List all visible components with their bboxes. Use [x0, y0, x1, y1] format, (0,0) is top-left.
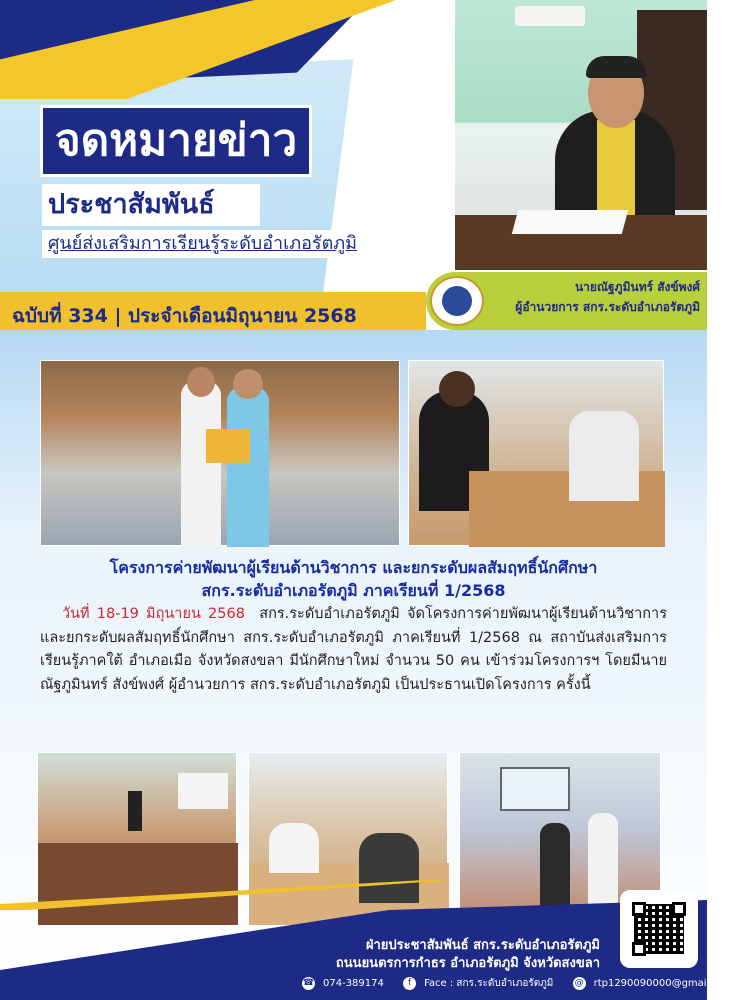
article-headline — [20, 556, 687, 602]
photo-students-working — [408, 360, 664, 546]
newsletter-title-box — [40, 105, 312, 177]
contact-facebook[interactable]: Face : สกร.ระดับอำเภอรัตภูมิ — [424, 978, 554, 989]
photo-students-writing — [248, 752, 448, 924]
contact-phone: 074-389174 — [323, 978, 384, 989]
director-name: นายณัฐภูมินทร์ สังข์พงศ์ — [574, 280, 700, 294]
director-photo — [455, 0, 707, 270]
contact-email[interactable]: rtp1290090000@gmail.com — [593, 978, 734, 989]
article-text: สกร.ระดับอำเภอรัตภูมิ จัดโครงการค่ายพัฒนาผู้เรียนด้านวิชาการ และยกระดับผลสัมฤทธิ์นักศึกษา สกร.ระดับอำเภอรัตภูมิ ภาคเรียนที่ 1/2568 ณ สถาบันส่งเสริมการเรียนรู้ภาคใต้ อำเภอเมือ จังหวัดสงขลา มีนักศึกษาใหม่ จำนวน 50 คน เข้าร่วมโครงการฯ โดยมีนายณัฐภูมินทร์ สังข์พงศ์ ผู้อำนวยการ สกร.ระดับอำเภอรัตภูมิ เป็นประธานเปิดโครงการ ครั้งนี้ — [40, 606, 667, 693]
issue-info: ฉบับที่ 334 | ประจำเดือนมิถุนายน 2568 — [0, 292, 426, 340]
photo-director-with-student — [40, 360, 400, 546]
newsletter-subtitle: ประชาสัมพันธ์ — [42, 184, 260, 226]
organization-name: ศูนย์ส่งเสริมการเรียนรู้ระดับอำเภอรัตภูมิ — [42, 230, 452, 258]
article-date: วันที่ 18-19 มิถุนายน 2568 — [62, 606, 245, 622]
director-title: ผู้อำนวยการ สกร.ระดับอำเภอรัตภูมิ — [515, 300, 700, 314]
newsletter-title: จดหมายข่าว — [54, 115, 298, 166]
article-body — [40, 603, 667, 697]
phone-icon: ☎ — [302, 977, 315, 988]
qr-code-icon[interactable] — [620, 890, 698, 968]
footer-department: ฝ่ายประชาสัมพันธ์ สกร.ระดับอำเภอรัตภูมิ — [365, 938, 600, 953]
footer-contacts — [302, 976, 734, 991]
headline-line-2: สกร.ระดับอำเภอรัตภูมิ ภาคเรียนที่ 1/2568 — [201, 581, 506, 600]
footer-address: ถนนยนตรการกำธร อำเภอรัตภูมิ จังหวัดสงขลา — [335, 956, 600, 971]
headline-line-1: โครงการค่ายพัฒนาผู้เรียนด้านวิชาการ และยกระดับผลสัมฤทธิ์นักศึกษา — [109, 558, 598, 577]
email-icon: @ — [574, 977, 584, 988]
facebook-icon: f — [403, 977, 416, 990]
